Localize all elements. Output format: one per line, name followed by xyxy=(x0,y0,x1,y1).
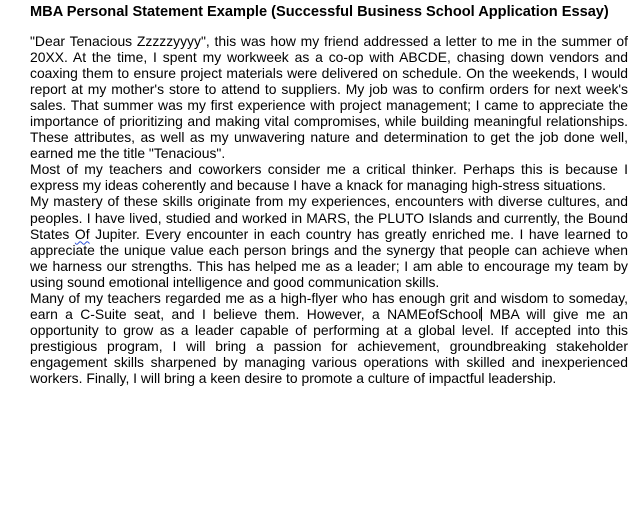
paragraph-2: Most of my teachers and coworkers consider me a critical thinker. Perhaps this is because I express my ideas coherently and because I have a knack for managing high-stress situations. xyxy=(30,161,628,194)
document-title: MBA Personal Statement Example (Successful Business School Application Essay) xyxy=(30,4,609,20)
paragraph-4-text-before: Many of my teachers regarded me as a high-flyer who has enough grit and wisdom to someday, earn a C-Suite seat, and I believe them. However, a NAMEofSchool xyxy=(30,289,628,322)
paragraph-3-text-after: Jupiter. Every encounter in each country has greatly enriched me. I have learned to appreciate the unique value each person brings and the synergy that people can achieve when we harness our strengths. This has helped me as a leader; I am able to encourage my team by using sound emotional intelligence and good communication skills. xyxy=(30,225,628,290)
paragraph-3 xyxy=(30,193,628,289)
paragraph-1: "Dear Tenacious Zzzzzyyyy", this was how my friend addressed a letter to me in the summer of 20XX. At the time, I spent my workweek as a co-op with ABCDE, chasing down vendors and coaxing them to ensure project materials were delivered on schedule. On the weekends, I would report at my mother's store to attend to suppliers. My job was to confirm orders for next week's sales. That summer was my first experience with project management; I came to appreciate the importance of prioritizing and making vital compromises, while building meaningful relationships. These attributes, as well as my unwavering nature and determination to get the job done well, earned me the title "Tenacious". xyxy=(30,33,628,162)
paragraph-4 xyxy=(30,290,628,386)
paragraph-4-text-after: MBA will give me an opportunity to grow as a leader capable of performing at a global level. If accepted into this prestigious program, I will bring a passion for achievement, groundbreaking stakeholder engagement skills sharpened by managing various operations with skilled and inexperienced workers. Finally, I will bring a keen desire to promote a culture of impactful leadership. xyxy=(30,305,628,386)
spellcheck-flagged-word[interactable]: Of xyxy=(74,225,90,242)
paragraph-3-text-before: My mastery of these skills originate from my experiences, encounters with diverse cultures, and peoples. I have lived, studied and worked in MARS, the PLUTO Islands and currently, the Bound States xyxy=(30,193,628,242)
document-page xyxy=(30,4,628,386)
